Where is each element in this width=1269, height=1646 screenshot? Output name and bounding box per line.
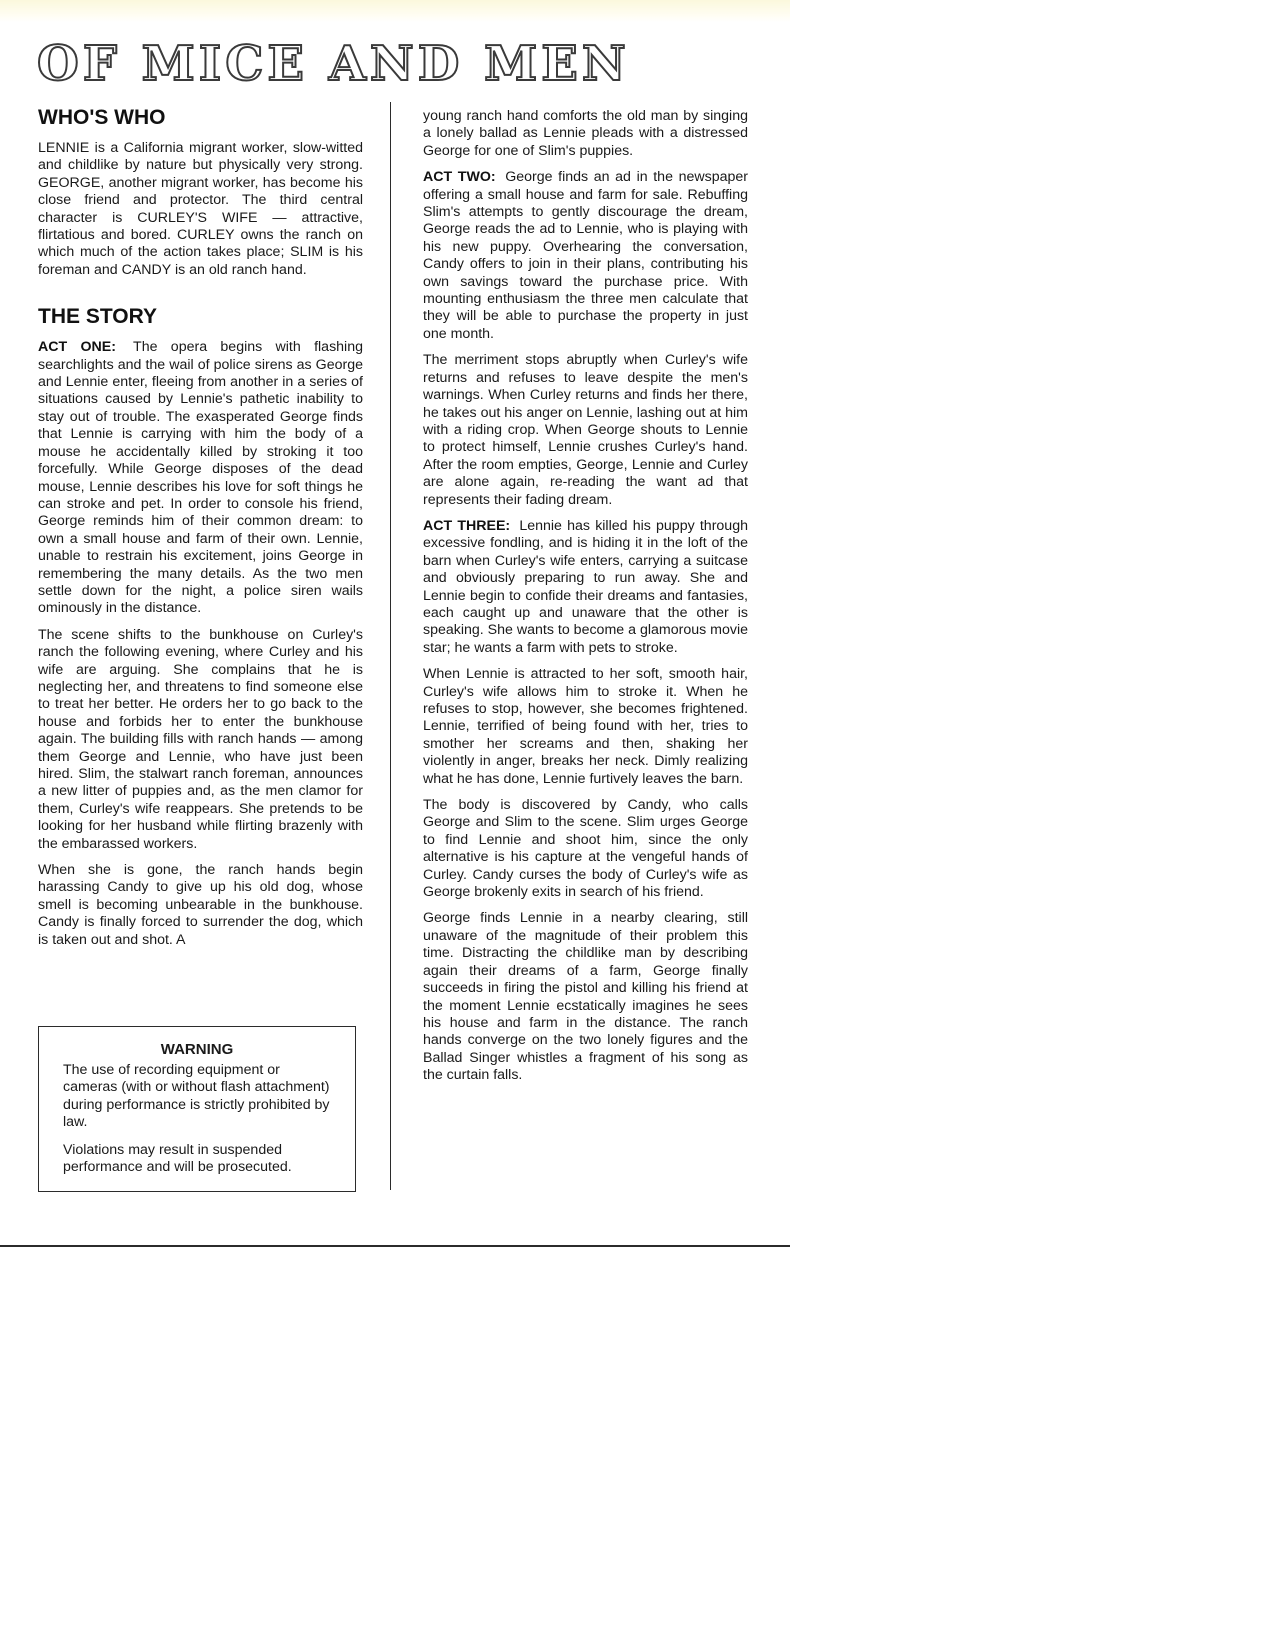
- body-discovered-paragraph: The body is discovered by Candy, who calls George and Slim to the scene. Slim urges George to find Lennie and shoot him, since the only alternative is his capture at the vengeful hands of Curley. Candy curses the body of Curley's wife as George brokenly exits in search of his friend.: [423, 797, 748, 901]
- act-three-paragraph: [423, 518, 748, 657]
- column-divider: [390, 102, 391, 1190]
- warning-box: [38, 1026, 356, 1192]
- ballad-paragraph: young ranch hand comforts the old man by singing a lonely ballad as Lennie pleads with a distressed George for one of Slim's puppies.: [423, 108, 748, 159]
- act-two-paragraph: [423, 169, 748, 343]
- right-column: [423, 108, 748, 1094]
- story-heading: THE STORY: [38, 305, 158, 329]
- candy-dog-paragraph: When she is gone, the ranch hands begin harassing Candy to give up his old dog, whose smell is becoming unbearable in the bunkhouse. Candy is finally forced to surrender the dog, which is taken out and shot. A: [38, 862, 363, 948]
- whos-who-text: LENNIE is a California migrant worker, slow-witted and childlike by nature but physically very strong. GEORGE, another migrant worker, has become his close friend and protector. The third central character is CURLEY'S WIFE — attractive, flirtatious and bored. CURLEY owns the ranch on which much of the action takes place; SLIM is his foreman and CANDY is an old ranch hand.: [38, 140, 363, 278]
- bunkhouse-paragraph: The scene shifts to the bunkhouse on Curley's ranch the following evening, where Curley and his wife are arguing. She complains that he is neglecting her, and threatens to find someone else to treat her better. He orders her to go back to the house and forbids her to enter the bunkhouse again. The building fills with ranch hands — among them George and Lennie, who have just been hired. Slim, the stalwart ranch foreman, announces a new litter of puppies and, as the men clamor for them, Curley's wife reappears. She pretends to be looking for her husband while flirting brazenly with the embarassed workers.: [38, 626, 363, 852]
- warning-text-violations: Violations may result in suspended performance and will be prosecuted.: [63, 1141, 292, 1176]
- warning-text-recording: The use of recording equipment or cameras (with or without flash attachment) during performance is strictly prohibited by law.: [63, 1062, 330, 1131]
- warning-title: WARNING: [160, 1041, 234, 1058]
- page-top-tint: [0, 0, 790, 22]
- act-two-label: ACT TWO:: [423, 169, 496, 186]
- whos-who-heading: WHO'S WHO: [38, 106, 166, 129]
- act-one-text: The opera begins with flashing searchlights and the wail of police sirens as George and Lennie enter, fleeing from another in a series of situations caused by Lennie's pathetic inability to stay out of trouble. The exasperated George finds that Lennie is carrying with him the body of a mouse he accidentally killed by stroking it too forcefully. While George disposes of the dead mouse, Lennie describes his love for soft things he can stroke and pet. In order to console his friend, George reminds him of their common dream: to own a small house and farm of their own. Lennie, unable to restrain his excitement, joins George in remembering the many details. As the two men settle down for the night, a police siren wails ominously in the distance.: [38, 339, 363, 617]
- act-one-paragraph: [38, 339, 363, 618]
- clearing-paragraph: George finds Lennie in a nearby clearing, still unaware of the magnitude of their problem this time. Distracting the childlike man by describing again their dreams of a farm, George finally succeeds in firing the pistol and killing his friend at the moment Lennie ecstatically imagines he sees his house and farm in the distance. The ranch hands converge on the two lonely figures and the Ballad Singer whistles a fragment of his song as the curtain falls.: [423, 910, 748, 1084]
- act-one-label: ACT ONE:: [38, 339, 116, 356]
- hair-paragraph: When Lennie is attracted to her soft, smooth hair, Curley's wife allows him to stroke it. When he refuses to stop, however, she becomes frightened. Lennie, terrified of being found with her, tries to smother her screams and then, shaking her violently in anger, breaks her neck. Dimly realizing what he has done, Lennie furtively leaves the barn.: [423, 666, 748, 787]
- act-three-label: ACT THREE:: [423, 517, 511, 534]
- left-column: [38, 106, 363, 958]
- act-two-text: George finds an ad in the newspaper offering a small house and farm for sale. Rebuffing Slim's attempts to gently discourage the dream, George reads the ad to Lennie, who is playing with his new puppy. Overhearing the conversation, Candy offers to join in their plans, contributing his own savings toward the purchase price. With mounting enthusiasm the three men calculate that they will be able to purchase the property in just one month.: [423, 169, 748, 342]
- merriment-paragraph: The merriment stops abruptly when Curley's wife returns and refuses to leave despite the men's warnings. When Curley returns and finds her there, he takes out his anger on Lennie, lashing out at him with a riding crop. When George shouts to Lennie to protect himself, Lennie crushes Curley's hand. After the room empties, George, Lennie and Curley are alone again, re-reading the want ad that represents their fading dream.: [423, 352, 748, 508]
- bottom-rule: [0, 1245, 790, 1247]
- act-three-text: Lennie has killed his puppy through excessive fondling, and is hiding it in the loft of the barn when Curley's wife enters, carrying a suitcase and obviously preparing to run away. She and Lennie begin to confide their dreams and fantasies, each caught up and unaware that the other is speaking. She wants to become a glamorous movie star; he wants a farm with pets to stroke.: [423, 517, 748, 656]
- page-title: OF MICE AND MEN: [37, 36, 630, 92]
